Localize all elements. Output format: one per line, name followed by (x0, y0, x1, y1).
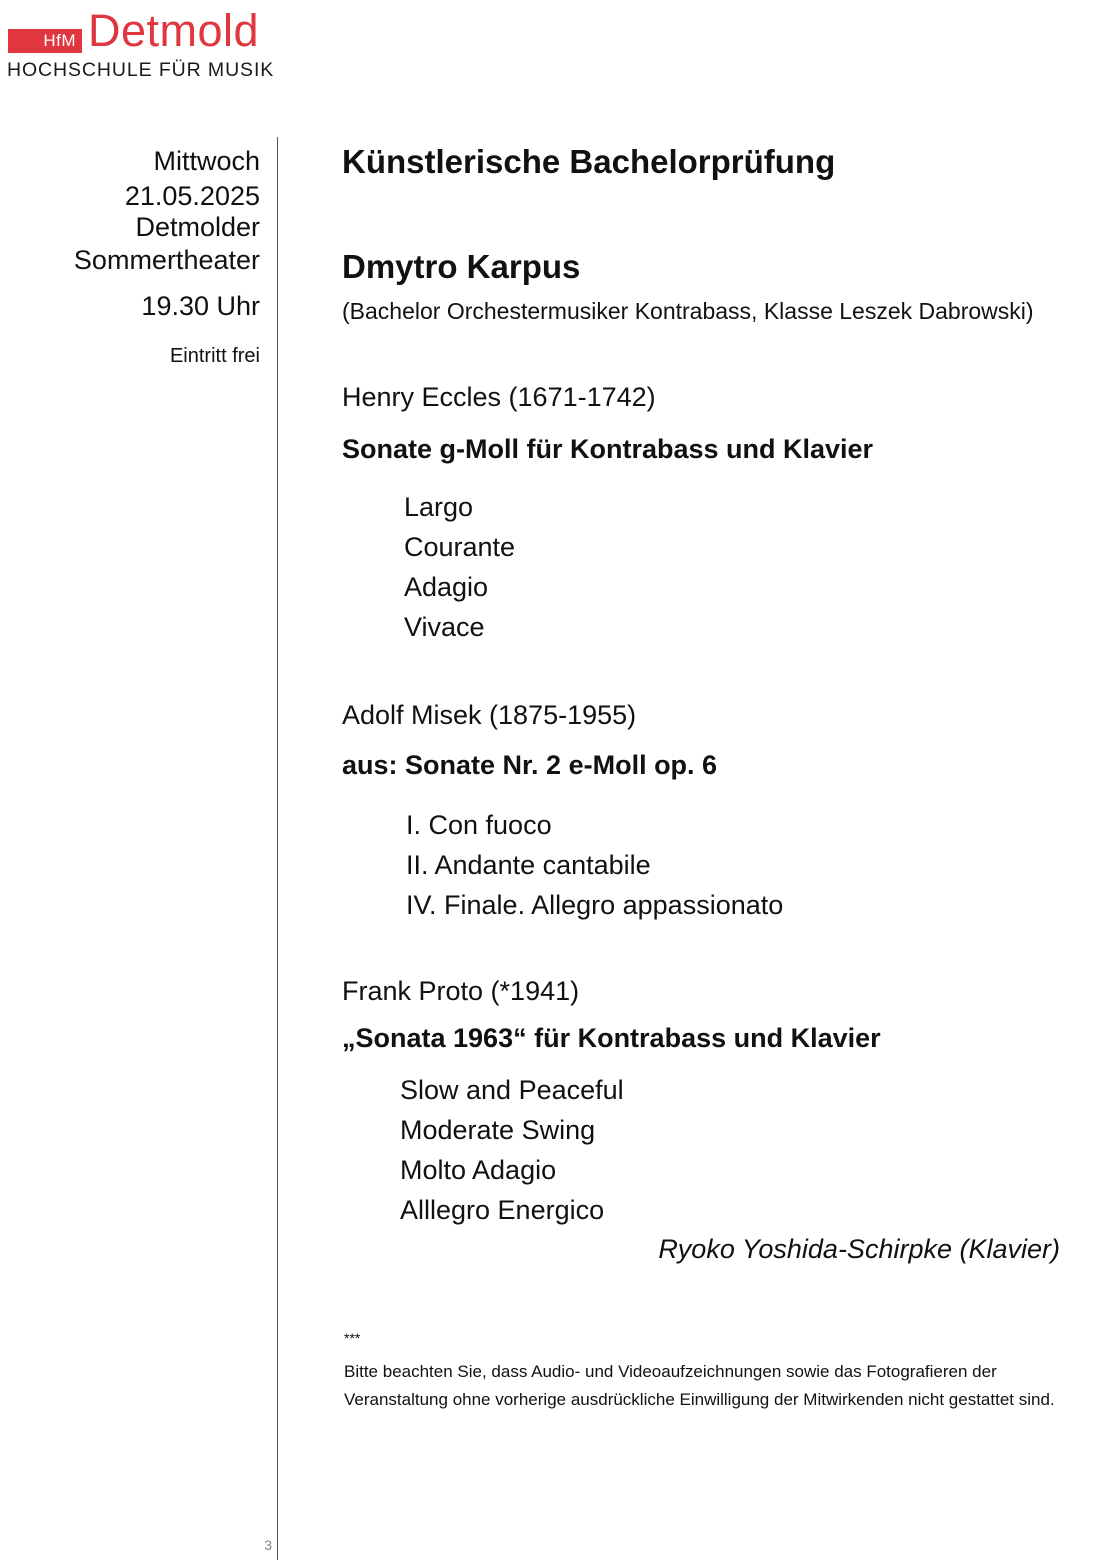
movement: II. Andante cantabile (406, 850, 651, 880)
movement: I. Con fuoco (406, 810, 552, 840)
event-time: 19.30 Uhr (141, 291, 260, 321)
accompanist: Ryoko Yoshida-Schirpke (Klavier) (658, 1234, 1060, 1264)
logo-badge-text: HfM (43, 31, 76, 50)
event-date: 21.05.2025 (124, 181, 260, 211)
movement-list (404, 487, 515, 647)
composer: Frank Proto (*1941) (342, 976, 580, 1006)
event-venue-line1: Detmolder (135, 212, 260, 242)
movement-list (406, 805, 783, 925)
composer: Adolf Misek (1875-1955) (342, 700, 637, 730)
logo-subtitle: HOCHSCHULE FÜR MUSIK (7, 59, 275, 81)
event-venue-line2: Sommertheater (73, 245, 260, 275)
work-title: Sonate g-Moll für Kontrabass und Klavier (342, 434, 874, 464)
movement: Vivace (404, 612, 485, 642)
movement: Moderate Swing (400, 1115, 596, 1145)
event-weekday: Mittwoch (153, 146, 260, 176)
work-title: „Sonata 1963“ für Kontrabass und Klavier (342, 1023, 881, 1053)
work-title: aus: Sonate Nr. 2 e-Moll op. 6 (342, 750, 718, 780)
movement: Largo (404, 492, 474, 522)
performer-name: Dmytro Karpus (342, 248, 581, 285)
movement: Alllegro Energico (400, 1195, 605, 1225)
recording-notice: Bitte beachten Sie, dass Audio- und Videoaufzeichnungen sowie das Fotografieren der Veranstaltung ohne vorherige ausdrückliche Einwilligung der Mitwirkenden nicht gestattet sind. (344, 1362, 1055, 1409)
separator: *** (344, 1330, 361, 1346)
program-info: (Bachelor Orchestermusiker Kontrabass, Klasse Leszek Dabrowski) (342, 298, 1034, 324)
movement: Courante (404, 532, 516, 562)
page-number: 3 (264, 1537, 272, 1553)
column-divider (277, 137, 278, 1560)
logo-badge (8, 29, 82, 53)
logo-wordmark: Detmold (88, 5, 260, 56)
page-title: Künstlerische Bachelorprüfung (342, 143, 836, 180)
movement-list (400, 1070, 624, 1230)
movement: Molto Adagio (400, 1155, 557, 1185)
composer: Henry Eccles (1671-1742) (342, 382, 656, 412)
event-admission: Eintritt frei (169, 345, 260, 367)
movement: Slow and Peaceful (400, 1075, 624, 1105)
movement: IV. Finale. Allegro appassionato (406, 890, 784, 920)
movement: Adagio (404, 572, 489, 602)
